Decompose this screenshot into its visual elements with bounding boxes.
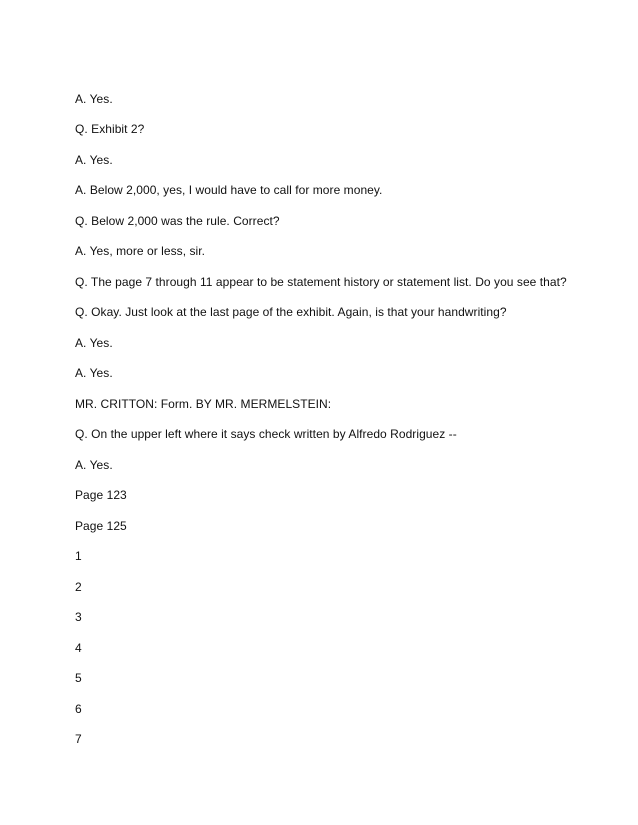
page-reference: Page 125 xyxy=(75,519,127,533)
line-number: 2 xyxy=(75,580,82,594)
text-line: Q. The page 7 through 11 appear to be statement history or statement list. Do you see that? xyxy=(75,275,567,289)
text-line: Q. Exhibit 2? xyxy=(75,122,145,136)
line-number: 6 xyxy=(75,702,82,716)
line-number: 7 xyxy=(75,732,82,746)
text-line: Q. Below 2,000 was the rule. Correct? xyxy=(75,214,280,228)
line-number: 5 xyxy=(75,671,82,685)
text-line: A. Yes. xyxy=(75,92,113,106)
text-line: Q. Okay. Just look at the last page of the exhibit. Again, is that your handwriting? xyxy=(75,305,507,319)
line-number: 3 xyxy=(75,610,82,624)
page-reference: Page 123 xyxy=(75,488,127,502)
text-line: A. Yes, more or less, sir. xyxy=(75,244,206,258)
line-number: 1 xyxy=(75,549,82,563)
text-line: A. Yes. xyxy=(75,366,113,380)
text-line: Q. On the upper left where it says check written by Alfredo Rodriguez -- xyxy=(75,427,457,441)
text-line: MR. CRITTON: Form. BY MR. MERMELSTEIN: xyxy=(75,397,332,411)
text-line: A. Yes. xyxy=(75,153,113,167)
text-line: A. Below 2,000, yes, I would have to call for more money. xyxy=(75,183,383,197)
text-line: A. Yes. xyxy=(75,336,113,350)
line-number: 4 xyxy=(75,641,82,655)
text-line: A. Yes. xyxy=(75,458,113,472)
